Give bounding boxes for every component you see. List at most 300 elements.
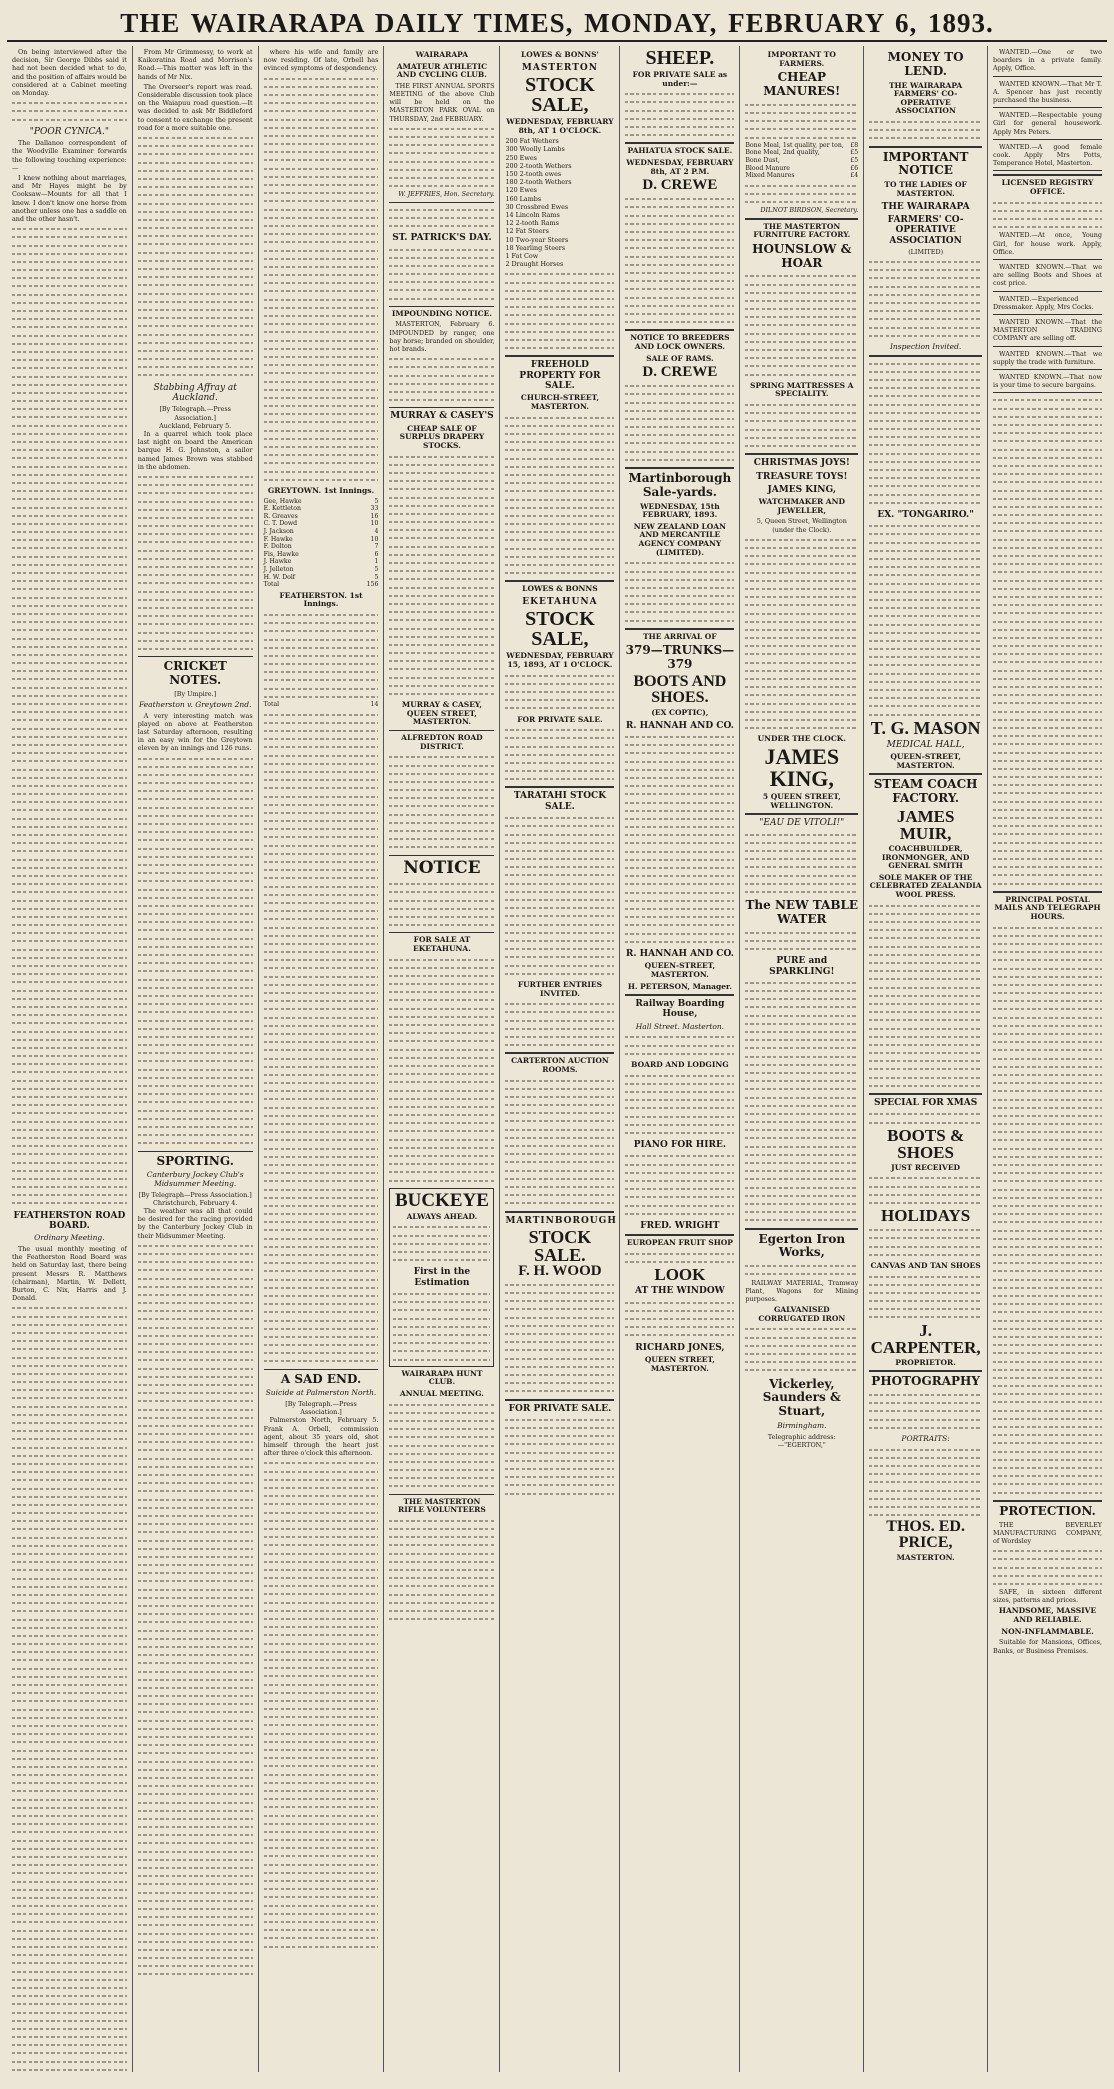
ad-subheading: SOLE MAKER OF THE CELEBRATED ZEALANDIA WOOL PRESS. <box>869 872 982 900</box>
score-row <box>264 551 379 559</box>
divider <box>389 306 494 307</box>
text-block <box>869 522 982 719</box>
ad-heading: LOWES & BONNS <box>522 584 598 594</box>
divider <box>993 369 1102 370</box>
text-block <box>389 206 494 231</box>
ad-subheading: SALE OF RAMS. <box>646 353 714 363</box>
text-block <box>625 733 734 946</box>
buckeye-heading: BUCKEYE <box>394 1189 489 1211</box>
text-block <box>138 134 253 380</box>
ad-subheading: CHEAP SALE OF SURPLUS DRAPERY STOCKS. <box>399 423 485 450</box>
ad-subheading: GALVANISED CORRUGATED IRON <box>758 1305 846 1323</box>
ad-heading-carterton: CARTERTON AUCTION ROOMS. <box>511 1056 609 1074</box>
article-paragraph: In a quarrel which took place last night on board the American barque H. G. Johnston, a sailor named James Brown was stabbed in the abdomen. <box>137 429 253 471</box>
article-subheading: Featherston v. Greytown 2nd. <box>138 699 252 709</box>
text-block <box>869 118 982 143</box>
divider <box>993 1500 1102 1502</box>
divider <box>264 1369 379 1370</box>
score-row <box>264 513 379 521</box>
divider <box>505 1399 614 1401</box>
ad-heading-cheap-manures: CHEAP MANURES! <box>763 70 841 99</box>
column-5 <box>500 46 620 2072</box>
sheep-heading: SHEEP. <box>645 47 715 69</box>
ad-address: QUEEN STREET, MASTERTON. <box>644 1354 715 1373</box>
divider <box>138 656 253 657</box>
batsman-name: E. Kettleton <box>263 505 301 513</box>
text-block <box>869 1174 982 1207</box>
columns-container <box>7 46 1107 2072</box>
total-value: 14 <box>370 701 379 709</box>
text-block <box>869 1110 982 1126</box>
ad-text: Suitable for Mansions, Offices, Banks, or Business Premises. <box>993 1638 1102 1655</box>
ad-manager: H. PETERSON, Manager. <box>627 981 732 991</box>
ad-business-name: R. HANNAH AND CO. <box>625 720 734 731</box>
ad-heading-treasure-toys: TREASURE TOYS! <box>756 471 848 482</box>
stock-entry: 200 2-tooth Wethers <box>505 161 572 170</box>
ad-heading-fruit-shop: EUROPEAN FRUIT SHOP <box>626 1238 733 1248</box>
article-subheading: Suicide at Palmerston North. <box>265 1388 377 1398</box>
ad-heading-tongariro: EX. "TONGARIRO." <box>877 509 974 520</box>
wire-credit: [By Telegraph.—Press Association.] <box>159 405 231 422</box>
ad-subheading: PORTRAITS: <box>901 1434 950 1443</box>
text-block <box>389 355 494 404</box>
intro-paragraph: On being interviewed after the decision, Sir George Dibbs said it had not been decided what to do, and the position of affairs would be considered at a Cabinet meeting on Monday. <box>12 48 127 98</box>
wanted-ad: WANTED.—One or two boarders in a private family. Apply, Office. <box>993 48 1102 73</box>
ad-subheading: PURE and SPARKLING! <box>769 956 835 977</box>
text-block <box>393 1223 490 1264</box>
wanted-ad: WANTED KNOWN.—That now is your time to secure bargains. <box>993 373 1102 390</box>
stock-entry: 120 Ewes <box>505 186 537 195</box>
batsman-name: C. T. Dowd <box>263 520 298 528</box>
divider <box>993 891 1102 893</box>
column-9 <box>988 46 1107 2072</box>
ad-heading: THE WAIRARAPA <box>881 201 970 212</box>
ad-heading-table-water: The NEW TABLE WATER <box>745 898 859 926</box>
stock-sale-heading: STOCK SALE, <box>525 608 595 651</box>
text-block <box>869 902 982 1090</box>
ad-heading-photography: PHOTOGRAPHY <box>871 1374 980 1389</box>
ad-subheading: THE WAIRARAPA FARMERS' CO-OPERATIVE ASSOCIATION <box>888 80 963 116</box>
score-row <box>264 536 379 544</box>
divider <box>993 392 1102 393</box>
greytown-score-table <box>264 498 379 582</box>
stock-entry: 14 Lincoln Rams <box>505 211 560 220</box>
divider <box>993 107 1102 108</box>
ad-subheading: COACHBUILDER, IRONMONGER, AND GENERAL SMITH <box>881 843 970 871</box>
divider <box>993 139 1102 140</box>
text-block <box>264 711 379 1366</box>
text-block <box>505 1077 614 1208</box>
divider <box>869 773 982 775</box>
ad-heading-coop: FARMERS' CO-OPERATIVE ASSOCIATION <box>887 214 964 246</box>
wanted-ad: WANTED KNOWN.—That we are selling Boots and Shoes at cost price. <box>993 263 1102 288</box>
ad-text: THE FIRST ANNUAL SPORTS MEETING of the above Club will be held on the MASTERTON PARK OVAL on THURSDAY, 2nd FEBRUARY. <box>389 81 495 123</box>
wire-credit: [By Telegraph—Press Association.] <box>138 1190 252 1199</box>
ad-address: MURRAY & CASEY, QUEEN STREET, MASTERTON. <box>401 700 482 727</box>
buckeye-tagline: First in the Estimation <box>413 1267 471 1288</box>
batsman-name: Fis, Hawke <box>263 550 299 558</box>
ad-subheading: UNDER THE CLOCK. <box>757 734 846 744</box>
wanted-ad: WANTED KNOWN.—That we supply the trade with furniture. <box>993 349 1102 366</box>
ad-date: WEDNESDAY, 15th FEBRUARY, 1893. <box>640 501 720 520</box>
ad-subheading: JUST RECEIVED <box>891 1162 961 1172</box>
text-block <box>625 195 734 326</box>
article-heading-sad-end: A SAD END. <box>280 1371 362 1386</box>
score-row <box>264 574 379 582</box>
ad-text: THE BEVERLEY MANUFACTURING COMPANY, of Wordsley <box>993 1520 1102 1545</box>
ad-subheading: BOARD AND LODGING <box>631 1060 729 1069</box>
ad-heading-private-sale: FOR PRIVATE SALE. <box>508 1403 612 1414</box>
stock-entry: 200 Fat Wethers <box>505 137 559 146</box>
score-lines <box>264 611 379 701</box>
price-row <box>745 149 858 157</box>
text-block <box>393 1290 490 1364</box>
stock-sale-heading: STOCK SALE. <box>528 1226 592 1265</box>
ad-business-name-large: JAMES KING, <box>764 743 840 791</box>
article-paragraph: The usual monthly meeting of the Featherston Road Board was held on Saturday last, there being present Messrs R. Matthews (chairman), Martin, W. Dellett, Burton, C. Nix, Harris and J. Donald. <box>12 1244 127 1303</box>
text-block <box>625 1072 734 1138</box>
stock-sale-heading: STOCK SALE, <box>525 73 595 116</box>
divider <box>505 355 614 357</box>
ad-heading: LOWES & BONNS' <box>521 50 599 59</box>
column-4 <box>384 46 500 2072</box>
product-name: Bone Meal, 1st quality, per ton, <box>745 141 844 149</box>
divider <box>625 994 734 996</box>
ad-business-name: R. HANNAH AND CO. <box>625 948 734 959</box>
divider <box>505 786 614 788</box>
ad-text: SAFE, in sixteen different sizes, patterns and prices. <box>993 1588 1102 1605</box>
article-heading-sporting: SPORTING. <box>156 1153 234 1168</box>
ad-business-name: FRED. WRIGHT <box>640 1220 720 1231</box>
divider <box>389 407 494 408</box>
ad-heading-freehold: FREEHOLD PROPERTY FOR SALE. <box>519 360 601 392</box>
ad-subheading: Inspection Invited. <box>889 341 962 351</box>
column-1 <box>7 46 133 2072</box>
divider <box>869 1370 982 1372</box>
ad-subheading: NEW ZEALAND LOAN AND MERCANTILE AGENCY COMPANY (LIMITED). <box>633 521 726 557</box>
ad-subheading: AT THE WINDOW <box>634 1286 725 1297</box>
ad-subheading: FURTHER ENTRIES INVITED. <box>517 979 603 998</box>
article-heading-cricket: CRICKET NOTES. <box>163 659 227 687</box>
article-paragraph: The weather was all that could be desired for the racing provided by the Canterbury Jockey Club in their Midsummer Meeting. <box>137 1206 253 1240</box>
ad-subheading: (EX COPTIC), <box>651 708 709 718</box>
text-block <box>12 225 127 1208</box>
divider <box>389 855 494 856</box>
text-block <box>389 1517 494 1623</box>
batsman-runs: 4 <box>374 527 379 535</box>
article-paragraph: Palmerston North, February 5. Frank A. Orbell, commission agent, about 35 years old, shot himself through the heart just after three o'clock this afternoon. <box>263 1416 379 1458</box>
ad-place: MARTINBOROUGH <box>505 1215 617 1226</box>
text-block <box>869 1226 982 1259</box>
batsman-name: J. Hawke <box>263 558 292 566</box>
total-label: Total <box>263 581 280 589</box>
divider <box>993 170 1102 171</box>
text-block <box>993 199 1102 232</box>
wanted-ads-list <box>993 231 1102 393</box>
ad-heading-money: MONEY TO LEND. <box>887 50 964 78</box>
divider <box>869 355 982 357</box>
ad-subheading: CANVAS AND TAN SHOES <box>870 1260 981 1270</box>
divider <box>993 314 1102 315</box>
buckeye-subheading: ALWAYS AHEAD. <box>406 1211 478 1221</box>
wanted-ad: WANTED KNOWN.—That Mr T. A. Spencer has just recently purchased the business. <box>993 79 1102 105</box>
ad-subheading: CHURCH-STREET, MASTERTON. <box>520 393 599 411</box>
text-block <box>138 1242 253 1979</box>
text-block <box>505 1281 614 1396</box>
ad-subheading: TO THE LADIES OF MASTERTON. <box>884 180 967 198</box>
wanted-ad: WANTED.—Experienced Dressmaker. Apply, Mrs Cocks. <box>993 294 1094 311</box>
ad-signature: W. JEFFRIES, Hon. Secretary. <box>398 190 495 199</box>
ad-date: WEDNESDAY, FEBRUARY 15, 1893, AT 1 O'CLOCK. <box>506 651 614 669</box>
ad-date: WEDNESDAY, FEBRUARY 8th, AT 2 P.M. <box>626 158 734 176</box>
table-title: FEATHERSTON. 1st Innings. <box>279 590 363 609</box>
batsman-runs: 10 <box>370 535 379 543</box>
batsman-runs: 16 <box>370 512 379 520</box>
batsman-name: R. Greaves <box>263 512 298 520</box>
ad-heading-steam-coach: STEAM COACH FACTORY. <box>873 777 978 806</box>
ad-heading-impounding: IMPOUNDING NOTICE. <box>391 308 492 318</box>
article-paragraph: The Dallanoo correspondent of the Woodville Examiner forwards the following touching experience:— <box>12 139 127 172</box>
article-subheading: Canterbury Jockey Club's Midsummer Meeting. <box>146 1170 244 1188</box>
ad-business-name: T. G. MASON <box>870 717 981 738</box>
total-label: Total <box>263 701 280 709</box>
ad-heading-piano: PIANO FOR HIRE. <box>633 1140 726 1151</box>
text-block <box>625 559 734 625</box>
divider <box>869 146 982 148</box>
product-name: Bone Meal, 2nd quality, <box>745 149 820 157</box>
text-block <box>264 75 379 484</box>
text-block <box>12 1304 127 2072</box>
ad-heading-trunks: 379—TRUNKS—379 <box>625 643 735 672</box>
divider <box>505 580 614 582</box>
ad-heading-pahiatua: PAHIATUA STOCK SALE. <box>627 146 733 156</box>
ad-business-name: J. CARPENTER, <box>870 1320 981 1357</box>
divider <box>625 628 734 630</box>
column-2 <box>133 46 259 2072</box>
price-row <box>745 165 858 173</box>
column-6 <box>620 46 740 2072</box>
stock-entry: 2 Draught Horses <box>505 260 564 269</box>
batsman-name: J. Jelleton <box>263 565 294 573</box>
stock-entry: 10 Two-year Steers <box>505 235 569 244</box>
divider <box>993 259 1102 260</box>
divider <box>993 291 1102 292</box>
wanted-ads-list <box>993 48 1102 171</box>
batsman-runs: 6 <box>374 550 379 558</box>
batsman-name: F. Hawke <box>263 535 293 543</box>
ad-heading-club: AMATEUR ATHLETIC AND CYCLING CLUB. <box>396 61 488 80</box>
ad-subheading: FOR PRIVATE SALE. <box>517 714 603 724</box>
stock-entry: 12 Fat Steers <box>505 227 549 236</box>
text-block <box>869 1273 982 1322</box>
divider <box>505 1211 614 1213</box>
divider <box>745 218 858 220</box>
text-block <box>745 401 858 450</box>
wanted-ad: WANTED KNOWN.—That the MASTERTON TRADING COMPANY are selling off. <box>993 318 1102 343</box>
article-heading-poor-cynica: "POOR CYNICA." <box>29 126 110 137</box>
article-paragraph: I knew nothing about marriages, and Mr Hayes might be by Cooksaw—Mounts for all that I knew. I don't know one horse from another unless one has a saddle on and the other hasn't. <box>12 173 127 223</box>
auctioneer-name: D. CREWE <box>642 177 718 194</box>
batsman-runs: 5 <box>374 497 379 505</box>
ad-subheading: SPRING MATTRESSES A SPECIALITY. <box>750 380 854 399</box>
ad-address: 5 QUEEN STREET, WELLINGTON. <box>762 791 841 810</box>
text-block <box>869 1446 982 1520</box>
text-block <box>389 956 494 1185</box>
ad-subheading: Hall Street. Masterton. <box>635 1021 725 1031</box>
batsman-runs: 5 <box>374 565 379 573</box>
wanted-ad: WANTED.—At once, Young Girl, for house work. Apply, Office. <box>993 231 1102 256</box>
divider <box>745 813 858 815</box>
stock-entry: 1 Fat Cow <box>505 252 539 261</box>
ad-address: QUEEN-STREET, MASTERTON. <box>644 961 716 979</box>
ad-heading: WAIRARAPA <box>415 50 469 59</box>
text-block <box>625 1033 734 1058</box>
article-paragraph: where his wife and family are now residing. Of late, Orbell has evinced symptoms of despondency. <box>263 48 379 73</box>
batsman-runs: 33 <box>370 505 379 513</box>
ad-heading-eketahuna-sale: FOR SALE AT EKETAHUNA. <box>412 935 471 953</box>
ad-date: WEDNESDAY, FEBRUARY 8th, AT 1 O'CLOCK. <box>506 116 614 135</box>
score-row <box>264 543 379 551</box>
ad-text: MASTERTON, February 6. IMPOUNDED by ranger, one bay horse; branded on shoulder, hot brands. <box>389 320 495 354</box>
ad-subheading: ANNUAL MEETING. <box>399 1388 484 1398</box>
score-row <box>264 498 379 506</box>
ad-address: QUEEN-STREET, MASTERTON. <box>890 752 961 770</box>
article-paragraph: The Overseer's report was read. Considerable discussion took place on the Waiapuu road question.—It was decided to ask Mr Biddleford to consent to exchange the present road for a more suitable one. <box>137 82 253 132</box>
product-price: £5 <box>850 156 859 164</box>
ad-subheading: NON-INFLAMMABLE. <box>1001 1626 1094 1636</box>
text-block <box>505 1000 614 1049</box>
ad-business-name: JAMES MUIR, <box>896 806 955 843</box>
text-block <box>505 814 614 978</box>
text-block <box>993 1547 1102 1588</box>
ad-subheading: HANDSOME, MASSIVE AND RELIABLE. <box>998 1606 1097 1625</box>
price-row <box>745 142 858 150</box>
score-row <box>264 528 379 536</box>
ad-heading-protection: PROTECTION. <box>999 1503 1096 1518</box>
ad-heading-look: LOOK <box>654 1265 706 1285</box>
ad-heading-special-xmas: SPECIAL FOR XMAS <box>874 1098 978 1109</box>
text-block <box>745 272 858 378</box>
stock-entry: 180 2-tooth Wethers <box>505 178 572 187</box>
stock-entry: 30 Crossbred Ewes <box>505 202 569 211</box>
text-block <box>745 1325 858 1374</box>
text-block <box>745 929 858 954</box>
stock-entry: 12 2-tooth Rams <box>505 219 559 228</box>
article-paragraph: From Mr Grimmessy, to work at Kaikoratina Road and Morrison's Road.—This matter was left in the hands of Mr Nix. <box>137 48 253 81</box>
product-price: £5 <box>850 149 859 157</box>
price-row <box>745 172 858 180</box>
text-block <box>745 182 858 207</box>
stock-entry: 250 Ewes <box>505 153 537 162</box>
ad-heading: THE ARRIVAL OF <box>643 631 717 641</box>
wire-credit: [By Telegraph.—Press Association.] <box>285 1400 357 1417</box>
ad-heading-alfredton: ALFREDTON ROAD DISTRICT. <box>401 733 483 751</box>
score-row <box>264 520 379 528</box>
buckeye-ad <box>389 1188 494 1367</box>
divider <box>745 453 858 455</box>
ad-heading-railway-boarding: Railway Boarding House, <box>635 999 725 1020</box>
ad-business-name: JAMES KING, <box>767 484 837 495</box>
divider <box>625 142 734 144</box>
column-7 <box>740 46 864 2072</box>
table-title: GREYTOWN. 1st Innings. <box>267 485 375 495</box>
ad-telegraphic: Telegraphic address:—"EGERTON," <box>767 1432 836 1449</box>
product-name: Blood Manure <box>745 164 790 172</box>
product-name: Bone Dust, <box>745 156 780 164</box>
total-value: 156 <box>366 581 379 589</box>
divider <box>625 329 734 331</box>
text-block <box>389 246 494 303</box>
stock-entry: 150 2-tooth ewes <box>505 170 562 179</box>
wanted-ad: WANTED.—A good female cook. Apply Mrs Potts, Temperance Hotel, Masterton. <box>993 142 1102 168</box>
ad-heading-notice: NOTICE <box>403 857 481 878</box>
divider <box>993 346 1102 347</box>
text-block <box>625 90 734 139</box>
ad-heading-registry-office: LICENSED REGISTRY OFFICE. <box>1001 178 1094 197</box>
ad-note: (LIMITED) <box>908 247 944 256</box>
article-heading-stabbing: Stabbing Affray at Auckland. <box>153 382 237 403</box>
featherston-total <box>264 701 379 709</box>
divider <box>505 1052 614 1054</box>
divider <box>138 1151 253 1152</box>
ad-heading-furniture: THE MASTERTON FURNITURE FACTORY. <box>753 221 851 240</box>
ad-heading-st-patricks: ST. PATRICK'S DAY. <box>392 233 492 244</box>
text-block <box>745 1262 858 1278</box>
ad-heading-taratahi: TARATAHI STOCK SALE. <box>513 791 607 812</box>
ad-address: MASTERTON. <box>896 1553 955 1563</box>
text-block <box>389 880 494 929</box>
text-block <box>12 99 127 124</box>
ad-subheading: MEDICAL HALL, <box>886 739 965 750</box>
product-price: £8 <box>850 141 859 149</box>
ad-heading-christmas-joys: CHRISTMAS JOYS! <box>753 458 850 469</box>
divider <box>389 932 494 933</box>
divider <box>389 1494 494 1495</box>
newspaper-page <box>7 6 1107 2076</box>
stock-entry: 300 Woolly Lambs <box>505 145 565 154</box>
text-block <box>993 396 1102 887</box>
ad-heading-postal-mails: PRINCIPAL POSTAL MAILS AND TELEGRAPH HOURS. <box>994 894 1101 921</box>
ad-signature: DILNOT BIRDSON, Secretary. <box>760 206 859 215</box>
text-block <box>625 1152 734 1218</box>
ad-heading-murray-casey: MURRAY & CASEY'S <box>390 411 494 422</box>
text-block <box>869 360 982 507</box>
ad-heading-rifle-volunteers: THE MASTERTON RIFLE VOLUNTEERS <box>398 1496 486 1515</box>
ad-business-name: Vickerley, Saunders & Stuart, <box>762 1376 841 1419</box>
ad-heading-eau-de-vitoli: "EAU DE VITOLI!" <box>759 818 845 829</box>
text-block <box>745 979 858 1225</box>
dateline: Auckland, February 5. <box>159 421 232 430</box>
ad-business-name: RICHARD JONES, <box>635 1342 725 1353</box>
text-block <box>389 453 494 699</box>
divider <box>625 467 734 469</box>
product-name: Mixed Manures <box>745 172 795 180</box>
stock-entry: 160 Lambs <box>505 194 542 203</box>
ad-heading-boots-shoes: BOOTS & SHOES <box>887 1125 965 1162</box>
wanted-ad: WANTED.—Respectable young Girl for general housework. Apply Mrs Peters. <box>993 111 1102 136</box>
text-block <box>745 536 858 733</box>
text-block <box>389 125 494 191</box>
text-block <box>869 258 982 340</box>
product-price: £6 <box>850 164 859 172</box>
score-row <box>264 505 379 513</box>
divider <box>625 1234 734 1236</box>
ad-heading-hunt-club: WAIRARAPA HUNT CLUB. <box>401 1368 483 1387</box>
text-block <box>625 382 734 464</box>
auctioneer-name: F. H. WOOD <box>518 1262 602 1279</box>
batsman-runs: 1 <box>374 558 379 566</box>
ad-subheading: WATCHMAKER AND JEWELLER, <box>758 497 845 515</box>
